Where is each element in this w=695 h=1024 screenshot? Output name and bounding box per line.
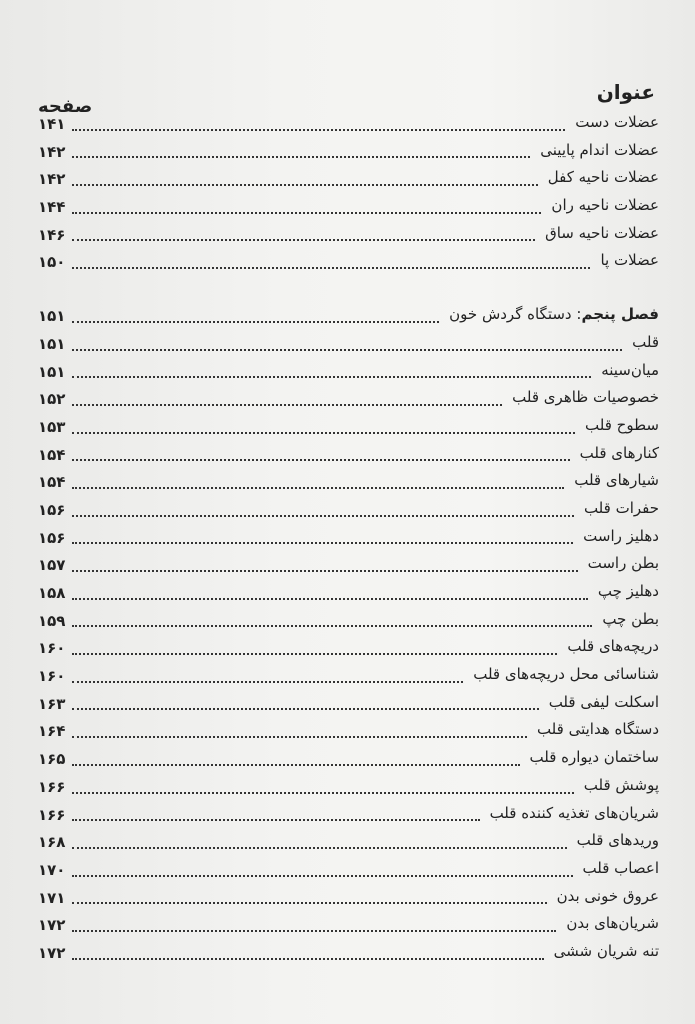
toc-entry-row (38, 442, 659, 470)
toc-group-circulation (38, 331, 659, 968)
toc-entry-page-number: ۱۵۸ (38, 584, 66, 602)
toc-entry-page-number: ۱۶۰ (38, 639, 66, 658)
toc-entry-page-number: ۱۶۶ (38, 805, 66, 824)
toc-entry-page-number: ۱۶۶ (38, 777, 66, 796)
leader-dots (72, 819, 480, 821)
toc-entry-row (38, 497, 659, 525)
toc-entry-page-number: ۱۵۷ (38, 556, 66, 575)
toc-entry-title: ساختمان دیواره قلب (529, 748, 659, 767)
toc-entry-title: بطن چپ (602, 609, 659, 628)
leader-dots (72, 184, 538, 186)
leader-dots (72, 432, 575, 434)
leader-dots (72, 267, 590, 269)
toc-entry-title: دهلیز چپ (597, 582, 659, 600)
toc-entry-title: شناسائی محل دریچه‌های قلب (473, 665, 659, 684)
toc-entry-title: پوشش قلب (583, 775, 659, 794)
chapter-name: دستگاه گردش خون (449, 305, 577, 324)
toc-entry-row (38, 718, 659, 746)
toc-entry-title: شیارهای قلب (574, 471, 659, 490)
toc-entry-page-number: ۱۵۳ (38, 417, 66, 436)
leader-dots (72, 847, 567, 849)
leader-dots (72, 902, 547, 904)
toc-entry-title: عضلات دست (575, 113, 659, 131)
toc-entry-title: اعصاب قلب (582, 858, 659, 877)
toc-entry-row (38, 249, 659, 277)
toc-entry-title: دستگاه هدایتی قلب (536, 720, 659, 739)
toc-entry-row (38, 386, 659, 414)
chapter-page-number: ۱۵۱ (38, 307, 66, 326)
toc-entry-page-number: ۱۴۶ (38, 225, 66, 244)
chapter-separator: : (576, 305, 582, 324)
toc-entry-row (38, 802, 659, 830)
toc-entry-title: شریان‌های تغذیه کننده قلب (489, 803, 659, 822)
toc-entry-row (38, 552, 659, 580)
leader-dots (72, 239, 535, 241)
toc-group-muscles (38, 111, 659, 277)
column-page-heading: صفحه (38, 96, 93, 117)
toc-entry-row (38, 111, 659, 139)
toc-entry-row (38, 580, 659, 608)
toc-entry-row (38, 774, 659, 802)
toc-entry-row (38, 194, 659, 222)
leader-dots (72, 930, 556, 932)
toc-entry-page-number: ۱۵۲ (38, 390, 66, 409)
group-gap (38, 277, 659, 303)
leader-dots (72, 212, 541, 214)
toc-entry-row (38, 885, 659, 913)
leader-dots (72, 792, 574, 794)
toc-entry-row (38, 525, 659, 553)
leader-dots (72, 736, 527, 738)
toc-entry-title: میان‌سینه (601, 360, 659, 379)
leader-dots (72, 487, 564, 489)
chapter-title (443, 305, 659, 323)
toc-entry-page-number: ۱۴۲ (38, 142, 66, 161)
toc-entry-row (38, 469, 659, 497)
toc-entry-title: عضلات ناحیه ران (551, 196, 659, 215)
toc-entry-row (38, 829, 659, 857)
toc-entry-title: عضلات ناحیه کفل (547, 168, 659, 187)
toc-entry-title: وریدهای قلب (576, 831, 659, 850)
toc-entry-page-number: ۱۷۱ (38, 888, 66, 907)
toc-entry-row (38, 746, 659, 774)
toc-entry-page-number: ۱۶۳ (38, 694, 66, 713)
toc-entry-page-number: ۱۵۶ (38, 528, 66, 547)
toc-entry-title: حفرات قلب (583, 498, 659, 517)
toc-entry-page-number: ۱۶۰ (38, 667, 66, 686)
toc-entry-page-number: ۱۷۲ (38, 916, 66, 935)
toc-entry-page-number: ۱۵۱ (38, 362, 66, 381)
toc-entry-title: کنارهای قلب (579, 443, 659, 462)
leader-dots (72, 625, 592, 627)
toc-entry-title: عضلات ناحیه ساق (545, 223, 659, 242)
leader-dots (72, 156, 530, 158)
toc-entry-page-number: ۱۵۶ (38, 500, 66, 519)
toc-entry-title: عضلات اندام پایینی (540, 140, 659, 159)
leader-dots (72, 681, 463, 683)
leader-dots (72, 598, 588, 600)
toc-entry-title: سطوح قلب (585, 415, 659, 434)
toc-entry-page-number: ۱۴۱ (38, 115, 66, 133)
toc-entry-row (38, 691, 659, 719)
toc-entry-title: دهلیز راست (583, 526, 659, 545)
toc-entry-title: عروق خونی بدن (556, 886, 659, 905)
toc-entry-title: قلب (632, 332, 659, 351)
toc-entry-title: شریان‌های بدن (566, 914, 659, 933)
leader-dots (72, 321, 439, 323)
leader-dots (72, 542, 573, 544)
leader-dots (72, 515, 574, 517)
toc-entry-page-number: ۱۵۰ (38, 253, 66, 272)
toc-entry-title: عضلات پا (600, 251, 659, 270)
toc-entry-page-number: ۱۶۵ (38, 750, 66, 769)
toc-entry-page-number: ۱۶۴ (38, 722, 66, 741)
toc-entry-page-number: ۱۷۲ (38, 943, 66, 962)
toc-entry-row (38, 608, 659, 636)
toc-entry-page-number: ۱۵۱ (38, 334, 66, 353)
leader-dots (72, 653, 557, 655)
toc-entry-row (38, 912, 659, 940)
leader-dots (72, 349, 622, 351)
leader-dots (72, 570, 578, 572)
toc-entry-page-number: ۱۴۲ (38, 170, 66, 189)
toc-entry-row (38, 663, 659, 691)
toc-entry-title: تنه شریان ششی (553, 941, 659, 960)
toc-entry-row (38, 359, 659, 387)
column-title-heading: عنوان (596, 80, 655, 104)
leader-dots (72, 875, 573, 877)
leader-dots (72, 708, 539, 710)
toc-entry-row (38, 635, 659, 663)
leader-dots (72, 376, 591, 378)
leader-dots (72, 129, 565, 131)
leader-dots (72, 764, 520, 766)
toc-entry-row (38, 139, 659, 167)
toc-entry-row (38, 414, 659, 442)
toc-list (38, 111, 659, 968)
toc-entry-page-number: ۱۵۴ (38, 473, 66, 492)
toc-entry-page-number: ۱۵۹ (38, 611, 66, 630)
toc-entry-page-number: ۱۷۰ (38, 860, 66, 879)
toc-entry-page-number: ۱۴۴ (38, 198, 66, 217)
toc-entry-title: دریچه‌های قلب (567, 637, 659, 656)
chapter-heading-row (38, 303, 659, 331)
toc-entry-row (38, 331, 659, 359)
leader-dots (72, 459, 570, 461)
toc-entry-row (38, 940, 659, 968)
leader-dots (72, 958, 544, 960)
leader-dots (72, 404, 502, 406)
toc-entry-title: اسکلت لیفی قلب (548, 692, 659, 711)
toc-entry-page-number: ۱۶۸ (38, 833, 66, 852)
toc-entry-title: خصوصیات ظاهری قلب (512, 388, 659, 407)
toc-entry-page-number: ۱۵۴ (38, 445, 66, 464)
toc-entry-title: بطن راست (587, 554, 659, 573)
toc-entry-row (38, 166, 659, 194)
toc-entry-row (38, 857, 659, 885)
chapter-label: فصل پنجم (581, 305, 659, 324)
toc-entry-row (38, 222, 659, 250)
